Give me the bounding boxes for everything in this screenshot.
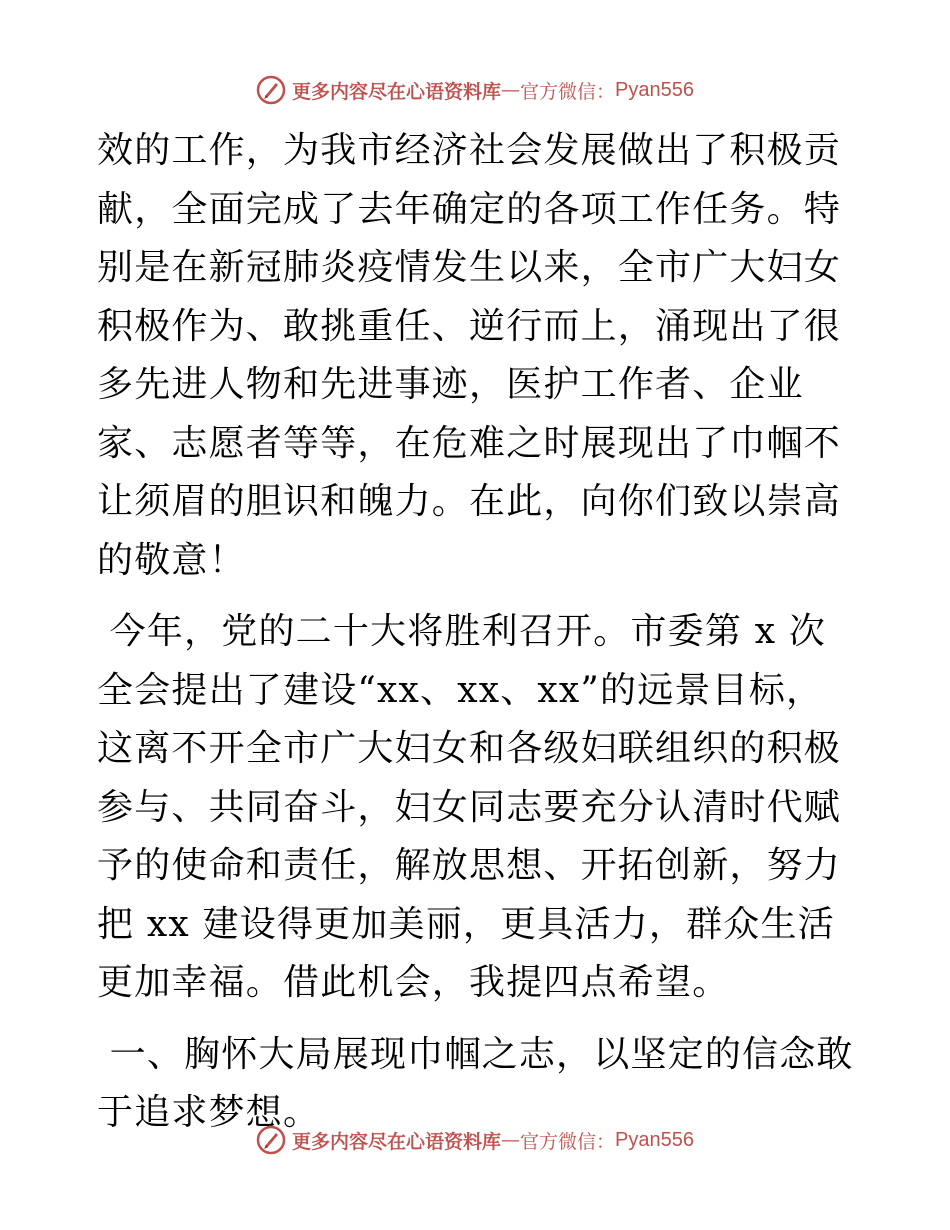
paragraph-3: 一、胸怀大局展现巾帼之志，以坚定的信念敢于追求梦想。 <box>97 1033 854 1133</box>
watermark-text: 更多内容尽在心语资料库 <box>292 1130 502 1153</box>
paragraph-2: 今年，党的二十大将胜利召开。市委第 x 次全会提出了建设“xx、xx、xx”的远景目标，这离不开全市广大妇女和各级妇联组织的积极参与、共同奋斗，妇女同志要充分认清时代赋予的使命和责任，解放思想、开拓创新，努力把 xx 建设得更加美丽，更具活力，群众生活更加幸福。借此机会，我提四点希望。 <box>97 611 842 1003</box>
watermark-separator: — <box>501 79 521 101</box>
watermark-text: 更多内容尽在心语资料库 <box>292 80 502 103</box>
paragraph-1: 效的工作，为我市经济社会发展做出了积极贡献，全面完成了去年确定的各项工作任务。特别是在新冠肺炎疫情发生以来，全市广大妇女积极作为、敢挑重任、逆行而上，涌现出了很多先进人物和先进事迹，医护工作者、企业家、志愿者等等，在危难之时展现出了巾帼不让须眉的胆识和魄力。在此，向你们致以崇高的敬意！ <box>97 130 842 581</box>
watermark-contact-label: 官方微信： <box>520 1130 616 1153</box>
document-body <box>97 122 857 1143</box>
feather-pen-logo-icon <box>256 75 286 105</box>
watermark-contact-label: 官方微信： <box>520 80 616 103</box>
feather-pen-logo-icon <box>256 1125 286 1155</box>
footer-watermark <box>0 1120 950 1160</box>
header-watermark <box>0 70 950 110</box>
watermark-separator: — <box>501 1129 521 1151</box>
watermark-contact-id: Pyan556 <box>615 78 694 101</box>
watermark-contact-id: Pyan556 <box>615 1128 694 1151</box>
